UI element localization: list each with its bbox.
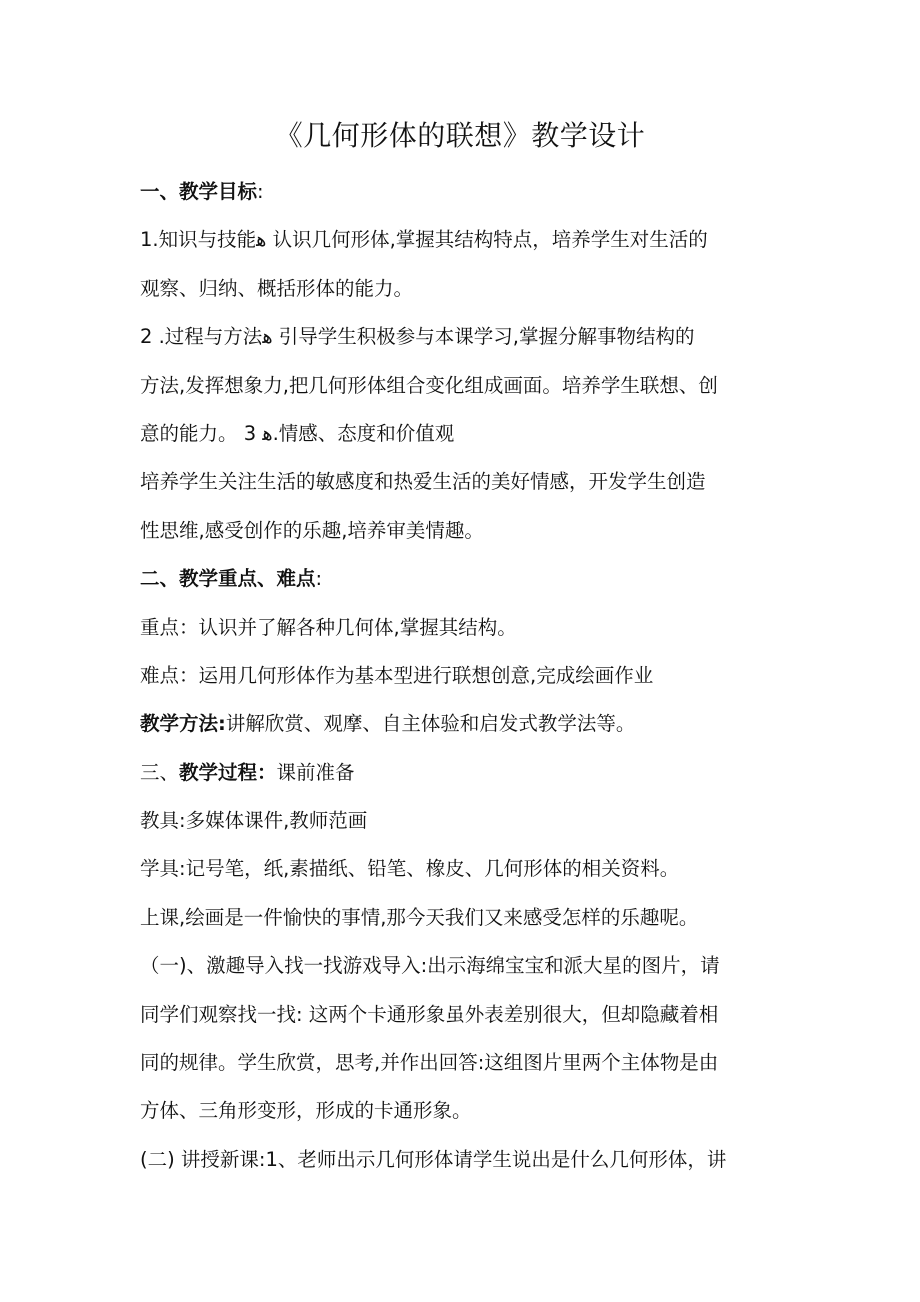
paragraph-line: 同学们观察找一找: 这两个卡通形象虽外表差别很大，但却隐藏着相	[140, 1002, 719, 1026]
paragraph-line: 观察、归纳、概括形体的能力。	[140, 276, 414, 300]
paragraph-line: 同的规律。学生欣赏，思考,并作出回答:这组图片里两个主体物是由	[140, 1051, 719, 1075]
paragraph-line: 1.知识与技能ﻫ 认识几何形体,掌握其结构特点，培养学生对生活的	[140, 228, 708, 252]
paragraph-line: 难点：运用几何形体作为基本型进行联想创意,完成绘画作业	[140, 663, 654, 687]
paragraph-line: 培养学生关注生活的敏感度和热爱生活的美好情感，开发学生创造	[140, 470, 706, 494]
document-title: 《几何形体的联想》教学设计	[274, 119, 646, 152]
paragraph-line: （一)、激趣导入找一找游戏导入:出示海绵宝宝和派大星的图片，请	[140, 954, 720, 978]
teaching-methods-line: 教学方法:讲解欣赏、观摩、自主体验和启发式教学法等。	[140, 712, 636, 736]
heading-key-points: 二、教学重点、难点:	[140, 567, 323, 591]
heading-objectives: 一、教学目标:	[140, 180, 264, 203]
paragraph-line: (二) 讲授新课:1、老师出示几何形体请学生说出是什么几何形体，讲	[140, 1147, 727, 1171]
paragraph-line: 上课,绘画是一件愉快的事情,那今天我们又来感受怎样的乐趣呢。	[140, 905, 699, 929]
paragraph-line: 意的能力。 3 ﻫ.情感、态度和价值观	[140, 421, 455, 445]
paragraph-line: 重点：认识并了解各种几何体,掌握其结构。	[140, 615, 517, 639]
paragraph-line: 2 .过程与方法ﻫ 引导学生积极参与本课学习,掌握分解事物结构的	[140, 325, 695, 349]
paragraph-line: 方体、三角形变形，形成的卡通形象。	[140, 1099, 472, 1123]
paragraph-line: 性思维,感受创作的乐趣,培养审美情趣。	[140, 518, 484, 542]
document-body	[140, 168, 785, 1184]
paragraph-line: 教具:多媒体课件,教师范画	[140, 809, 368, 833]
heading-teaching-process: 三、教学过程：课前准备	[140, 760, 355, 784]
paragraph-line: 学具:记号笔，纸,素描纸、铅笔、橡皮、几何形体的相关资料。	[140, 857, 680, 881]
paragraph-line: 方法,发挥想象力,把几何形体组合变化组成画面。培养学生联想、创	[140, 373, 718, 397]
